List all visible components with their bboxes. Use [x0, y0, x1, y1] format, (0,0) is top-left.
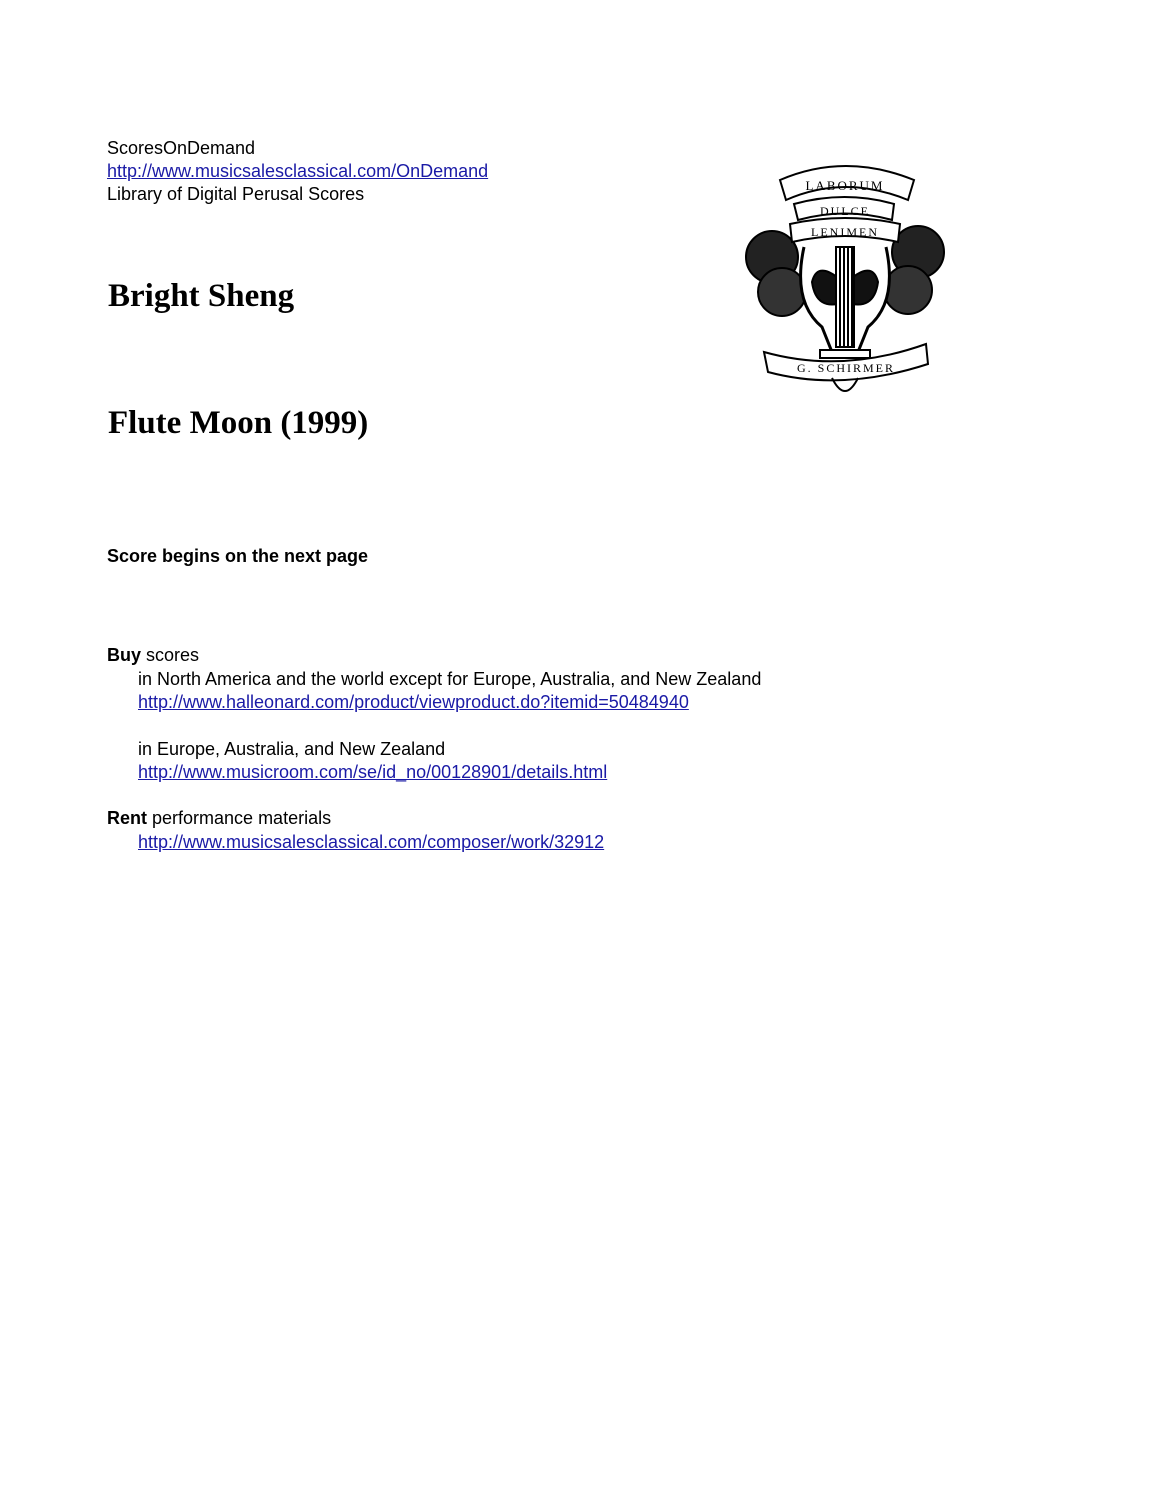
motto-line-1: LABORUM: [805, 178, 885, 193]
rent-label: Rent: [107, 808, 147, 828]
tagline: Library of Digital Perusal Scores: [107, 184, 365, 204]
rent-link[interactable]: http://www.musicsalesclassical.com/composer/work/32912: [138, 832, 605, 852]
logo-name: G. SCHIRMER: [796, 361, 896, 375]
lyre-icon: [801, 247, 890, 358]
rent-heading: [107, 807, 331, 829]
left-foliage-icon: [746, 231, 806, 316]
brand-link[interactable]: http://www.musicsalesclassical.com/OnDemand: [107, 161, 489, 181]
motto-line-2: DULCE: [820, 204, 870, 218]
region-text: in North America and the world except for Europe, Australia, and New Zealand: [138, 669, 762, 689]
motto-line-3: LENIMEN: [811, 225, 879, 239]
buy-heading: [107, 644, 199, 666]
halleonard-link[interactable]: http://www.halleonard.com/product/viewproduct.do?itemid=50484940: [138, 692, 689, 712]
composer-name: Bright Sheng: [108, 278, 295, 314]
musicroom-link[interactable]: http://www.musicroom.com/se/id_no/00128901/details.html: [138, 762, 608, 782]
work-title: Flute Moon (1999): [108, 405, 369, 441]
brand-name: ScoresOnDemand: [107, 138, 256, 158]
buy-label: Buy: [107, 645, 142, 665]
buy-suffix: scores: [146, 645, 200, 665]
region-text: in Europe, Australia, and New Zealand: [138, 739, 446, 759]
rent-suffix: performance materials: [152, 808, 332, 828]
score-notice: Score begins on the next page: [107, 546, 369, 566]
schirmer-logo: [742, 152, 948, 404]
